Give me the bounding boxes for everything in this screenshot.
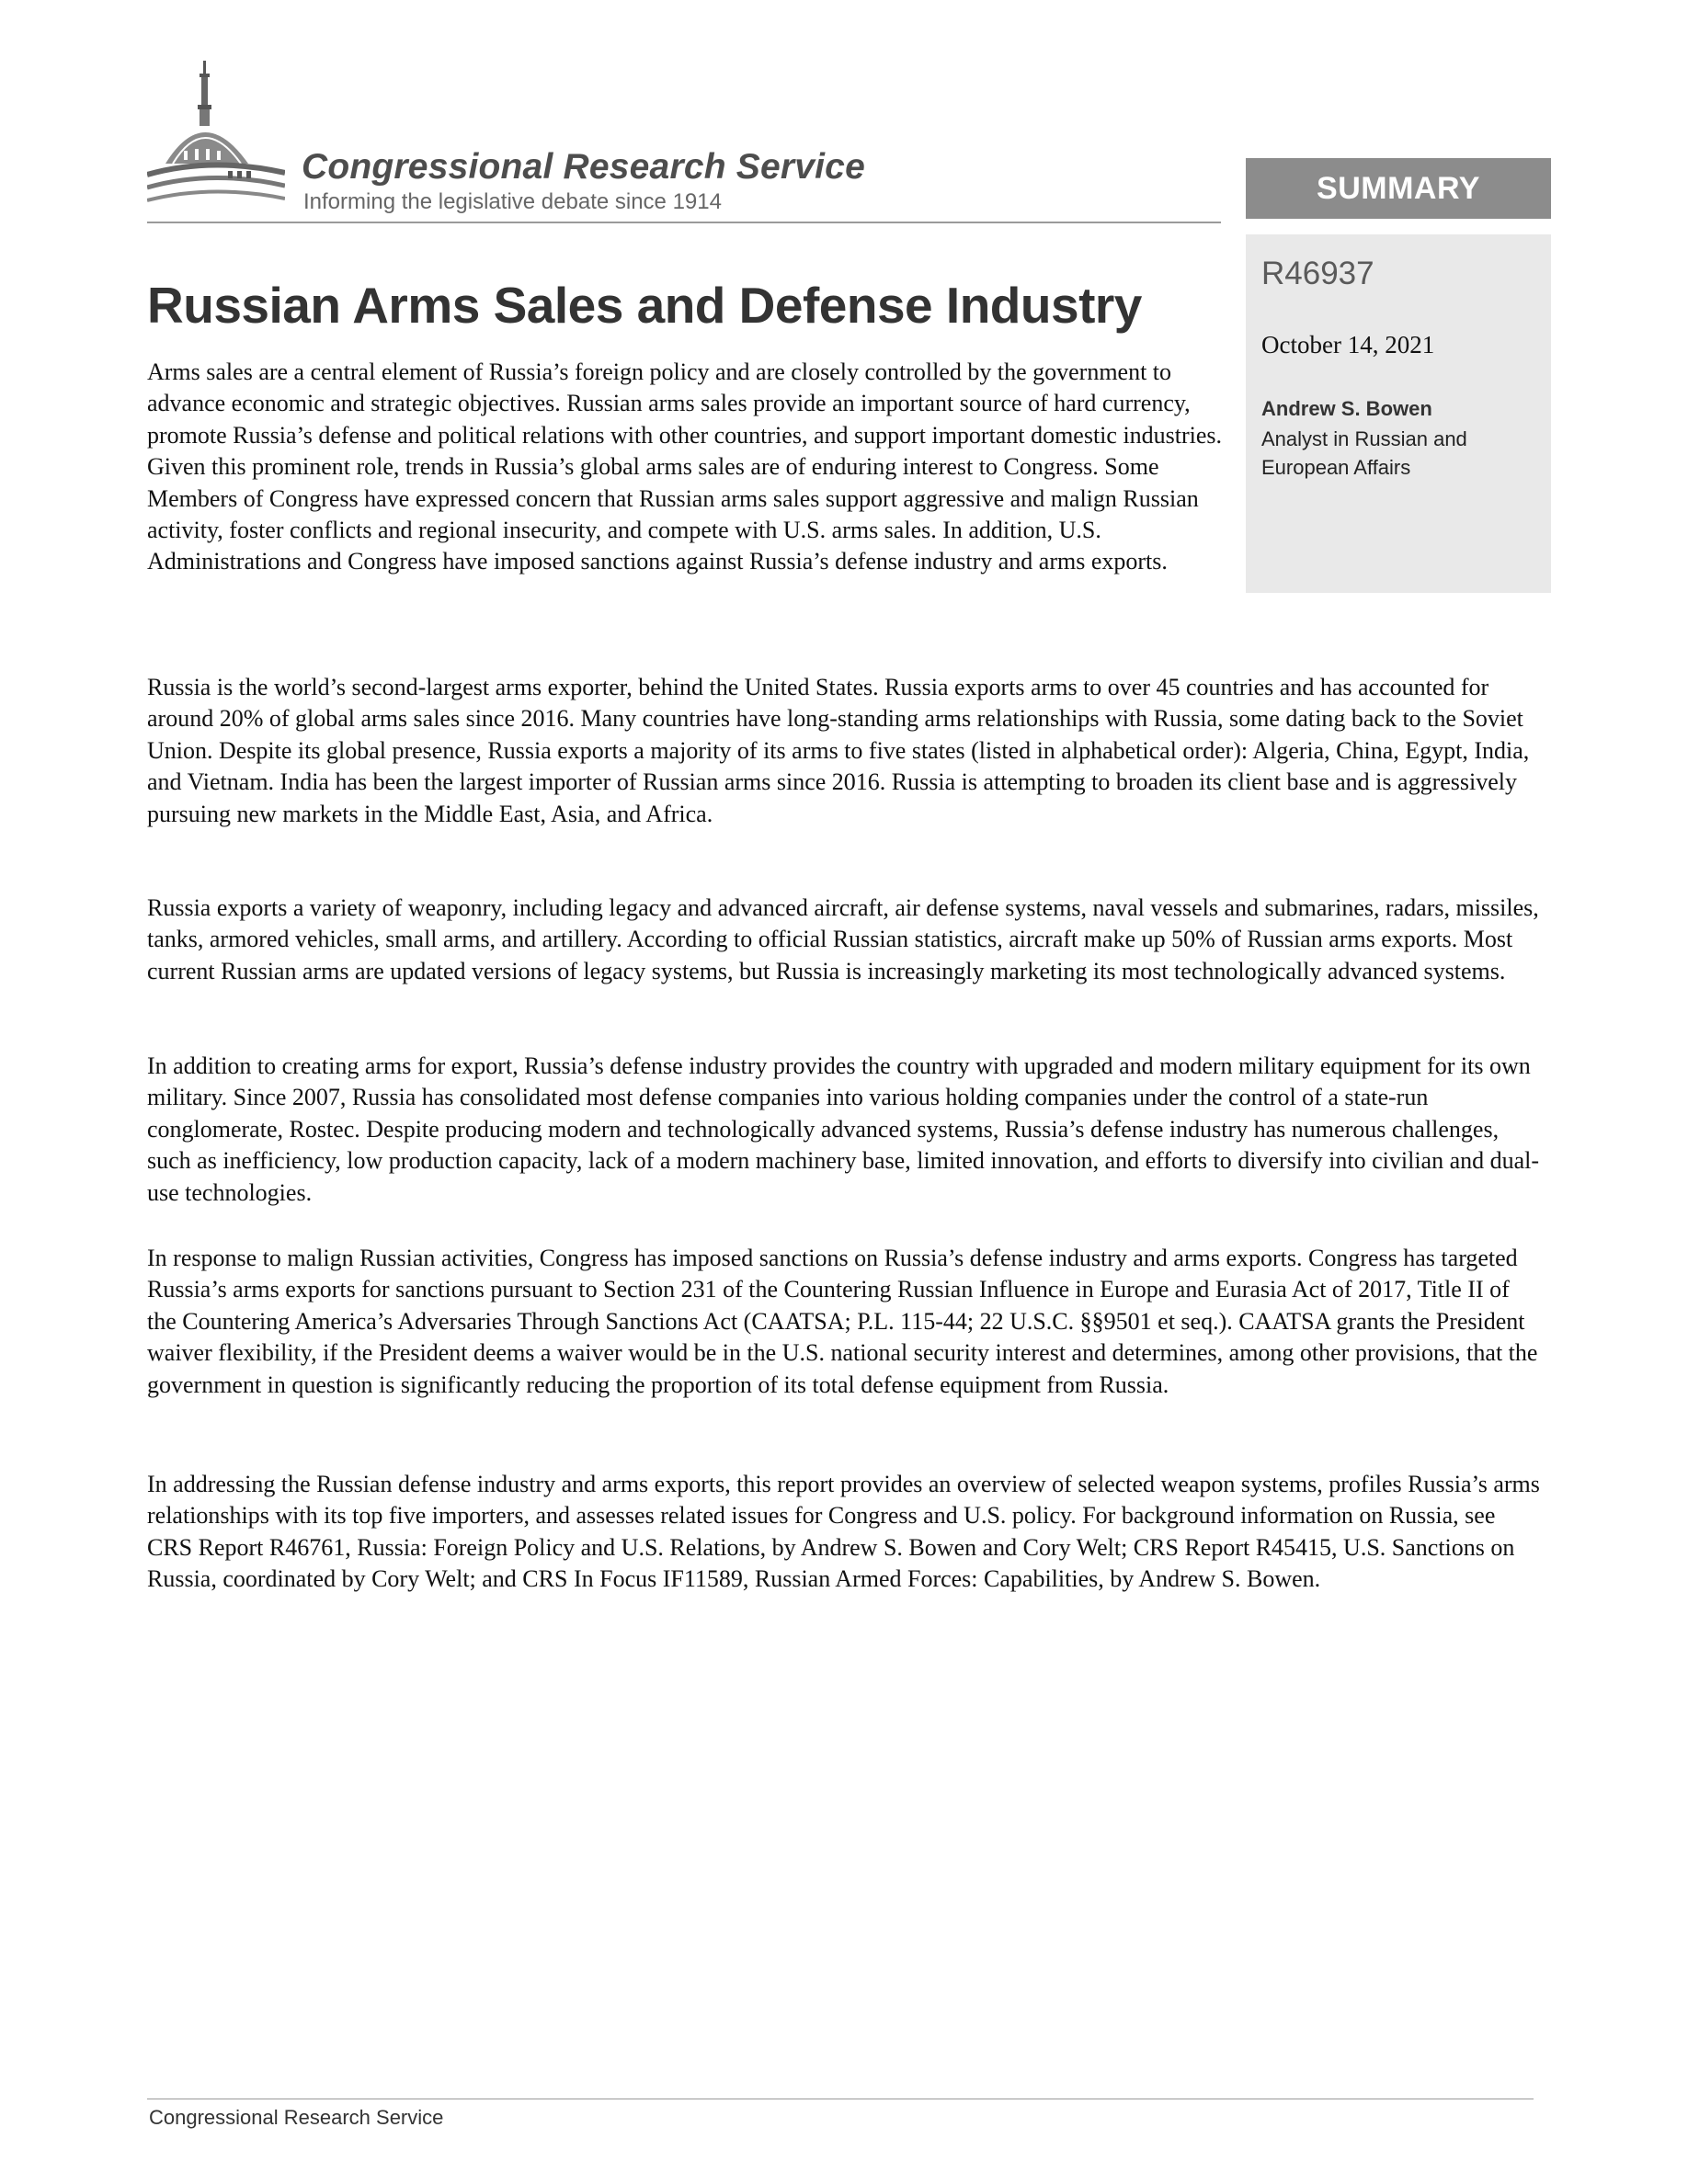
body-paragraph: In addressing the Russian defense industry and arms exports, this report provides an overview of selected weapon systems, profiles Russia’s arms relationships with its top five importers, and assesses related issues for Congress and U.S. policy. For background information on Russia, see CRS Report R46761, Russia: Foreign Policy and U.S. Relations, by Andrew S. Bowen and Cory Welt; CRS Report R45415, U.S. Sanctions on Russia, coordinated by Cory Welt; and CRS In Focus IF11589, Russian Armed Forces: Capabilities, by Andrew S. Bowen. (147, 1471, 1540, 1593)
author-title: Analyst in Russian and European Affairs (1261, 427, 1467, 479)
body-paragraph: Russia is the world’s second-largest arms exporter, behind the United States. Russia exports arms to over 45 countries and has accounted for around 20% of global arms sales since 2016. Many countries have long-standing arms relationships with Russia, some dating back to the Soviet Union. Despite its global presence, Russia exports a majority of its arms to five states (listed in alphabetical order): Algeria, China, Egypt, India, and Vietnam. India has been the largest importer of Russian arms since 2016. Russia is attempting to broaden its client base and is aggressively pursuing new markets in the Middle East, Asia, and Africa. (147, 674, 1530, 827)
footer-text: Congressional Research Service (149, 2106, 444, 2129)
report-date: October 14, 2021 (1261, 331, 1435, 358)
body-paragraph: In addition to creating arms for export, Russia’s defense industry provides the country with upgraded and modern military equipment for its own military. Since 2007, Russia has consolidated most defense companies into various holding companies under the control of a state-run conglomerate, Rostec. Despite producing modern and technologically advanced systems, Russia’s defense industry has numerous challenges, such as inefficiency, low production capacity, lack of a modern machinery base, limited innovation, and efforts to diversify into civilian and dual-use technologies. (147, 1052, 1540, 1206)
header-divider (147, 222, 1221, 223)
summary-label: SUMMARY (1246, 158, 1551, 219)
summary-paragraph: Arms sales are a central element of Russia’s foreign policy and are closely controlled by the government to advance economic and strategic objectives. Russian arms sales provide an important source of hard currency, promote Russia’s defense and political relations with other countries, and support important domestic industries. Given this prominent role, trends in Russia’s global arms sales are of enduring interest to Congress. Some Members of Congress have expressed concern that Russian arms sales support aggressive and malign Russian activity, foster conflicts and regional insecurity, and compete with U.S. arms sales. In addition, U.S. Administrations and Congress have imposed sanctions against Russia’s defense industry and arms exports. (147, 358, 1223, 575)
body-paragraph: In response to malign Russian activities, Congress has imposed sanctions on Russia’s defense industry and arms exports. Congress has targeted Russia’s arms exports for sanctions pursuant to Section 231 of the Countering Russian Influence in Europe and Eurasia Act of 2017, Title II of the Countering America’s Adversaries Through Sanctions Act (CAATSA; P.L. 115-44; 22 U.S.C. §§9501 et seq.). CAATSA grants the President waiver flexibility, if the President deems a waiver would be in the U.S. national security interest and determines, among other provisions, that the government in question is significantly reducing the proportion of its total defense equipment from Russia. (147, 1245, 1538, 1398)
body-paragraph: Russia exports a variety of weaponry, including legacy and advanced aircraft, air defense systems, naval vessels and submarines, radars, missiles, tanks, armored vehicles, small arms, and artillery. According to official Russian statistics, aircraft make up 50% of Russian arms exports. Most current Russian arms are updated versions of legacy systems, but Russia is increasingly marketing its most technologically advanced systems. (147, 894, 1539, 984)
page-title: Russian Arms Sales and Defense Industry (147, 277, 1142, 334)
org-name: Congressional Research Service (302, 147, 865, 187)
author-name: Andrew S. Bowen (1261, 397, 1432, 420)
org-tagline: Informing the legislative debate since 1914 (303, 189, 722, 214)
capitol-dome-icon (147, 55, 285, 221)
crs-logo (147, 55, 865, 230)
report-number: R46937 (1261, 256, 1374, 291)
